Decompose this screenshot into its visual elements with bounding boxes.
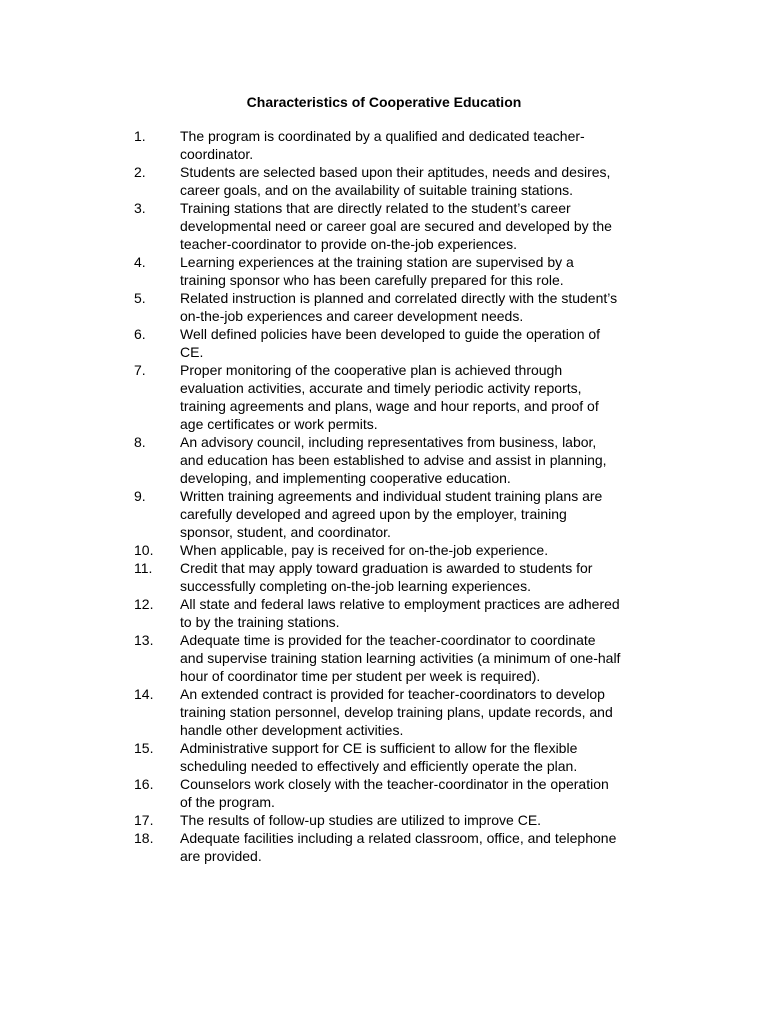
list-item xyxy=(134,775,664,811)
characteristics-list xyxy=(134,127,664,865)
list-item-number: 7. xyxy=(134,362,146,378)
list-item-text: Students are selected based upon their aptitudes, needs and desires, career goals, and on the availability of suitable training stations. xyxy=(180,164,611,198)
list-item xyxy=(134,811,664,829)
list-item-text: Training stations that are directly related to the student’s career developmental need or career goal are secured and developed by the teacher-coordinator to provide on-the-job experiences. xyxy=(180,200,612,252)
list-item-number: 17. xyxy=(134,812,154,828)
list-item xyxy=(134,685,664,739)
list-item xyxy=(134,559,664,595)
list-item-number: 18. xyxy=(134,830,154,846)
list-item-number: 10. xyxy=(134,542,154,558)
document-title: Characteristics of Cooperative Education xyxy=(246,94,522,110)
list-item-text: Related instruction is planned and correlated directly with the student’s on-the-job experiences and career development needs. xyxy=(180,290,618,324)
list-item-number: 13. xyxy=(134,632,154,648)
list-item-number: 8. xyxy=(134,434,146,450)
list-item xyxy=(134,325,664,361)
list-item-number: 16. xyxy=(134,776,154,792)
list-item-text: Adequate facilities including a related classroom, office, and telephone are provided. xyxy=(180,830,617,864)
list-item-text: Well defined policies have been developed to guide the operation of CE. xyxy=(180,326,601,360)
list-item-number: 6. xyxy=(134,326,146,342)
list-item-text: Learning experiences at the training station are supervised by a training sponsor who has been carefully prepared for this role. xyxy=(180,254,574,288)
list-item xyxy=(134,199,664,253)
list-item-number: 14. xyxy=(134,686,154,702)
list-item-number: 12. xyxy=(134,596,154,612)
list-item xyxy=(134,289,664,325)
list-item xyxy=(134,541,664,559)
list-item-text: Counselors work closely with the teacher-coordinator in the operation of the program. xyxy=(180,776,609,810)
list-item-number: 1. xyxy=(134,128,146,144)
list-item-text: The program is coordinated by a qualified and dedicated teacher- coordinator. xyxy=(180,128,585,162)
list-item xyxy=(134,127,664,163)
list-item xyxy=(134,163,664,199)
list-item-number: 3. xyxy=(134,200,146,216)
list-item xyxy=(134,487,664,541)
list-item xyxy=(134,739,664,775)
list-item-text: The results of follow-up studies are utilized to improve CE. xyxy=(180,812,542,828)
list-item-number: 4. xyxy=(134,254,146,270)
list-item xyxy=(134,829,664,865)
list-item-text: All state and federal laws relative to employment practices are adhered to by the training stations. xyxy=(180,596,620,630)
list-item-number: 2. xyxy=(134,164,146,180)
list-item xyxy=(134,595,664,631)
list-item-text: An advisory council, including representatives from business, labor, and education has been established to advise and assist in planning, developing, and implementing cooperative education. xyxy=(180,434,607,486)
list-item xyxy=(134,631,664,685)
list-item-number: 15. xyxy=(134,740,154,756)
list-item-number: 5. xyxy=(134,290,146,306)
list-item-text: Administrative support for CE is sufficient to allow for the flexible scheduling needed to effectively and efficiently operate the plan. xyxy=(180,740,578,774)
list-item-text: When applicable, pay is received for on-the-job experience. xyxy=(180,542,549,558)
list-item xyxy=(134,253,664,289)
list-item-text: Adequate time is provided for the teacher-coordinator to coordinate and supervise training station learning activities (a minimum of one-half hour of coordinator time per student per week is required). xyxy=(180,632,621,684)
list-item-number: 9. xyxy=(134,488,146,504)
list-item xyxy=(134,361,664,433)
list-item-text: Credit that may apply toward graduation is awarded to students for successfully completing on-the-job learning experiences. xyxy=(180,560,593,594)
list-item-text: An extended contract is provided for teacher-coordinators to develop training station personnel, develop training plans, update records, and handle other development activities. xyxy=(180,686,613,738)
list-item xyxy=(134,433,664,487)
list-item-text: Written training agreements and individual student training plans are carefully developed and agreed upon by the employer, training sponsor, student, and coordinator. xyxy=(180,488,603,540)
list-item-text: Proper monitoring of the cooperative plan is achieved through evaluation activities, accurate and timely periodic activity reports, training agreements and plans, wage and hour reports, and proof of age certificates or work permits. xyxy=(180,362,599,432)
list-item-number: 11. xyxy=(134,560,153,576)
